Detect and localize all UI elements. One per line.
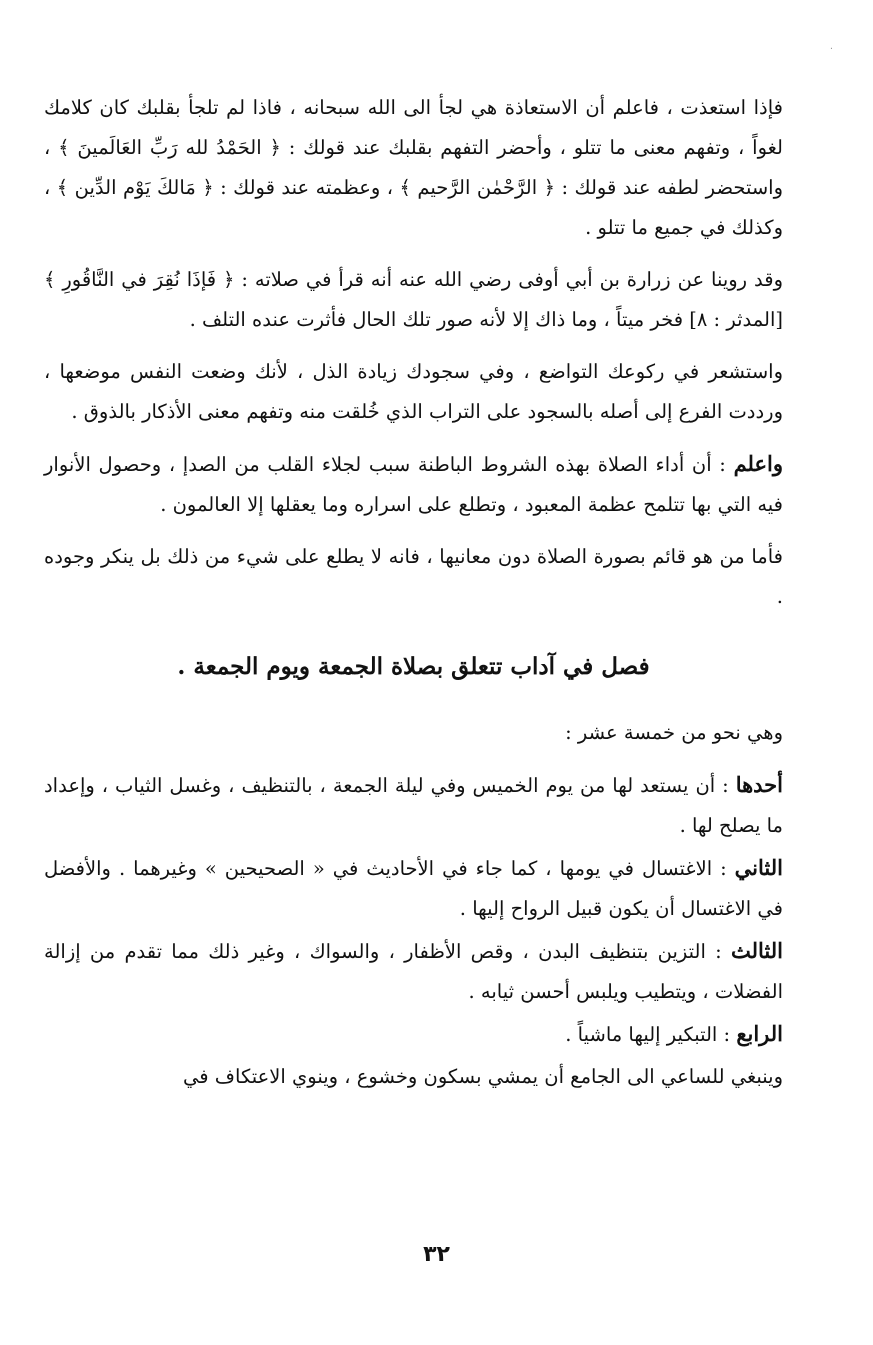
paragraph	[44, 352, 783, 432]
paragraph-text: وقد روينا عن زرارة بن أبي أوفى رضي الله عنه أنه قرأ في صلاته : ﴿ فَإذَا نُقِرَ في النَّاقُورِ ﴾ [المدثر : ٨] فخر ميتاً ، وما ذاك إلا لأنه صور تلك الحال فأثرت عنده التلف .	[44, 268, 783, 331]
paragraph	[44, 765, 783, 846]
paragraph	[44, 88, 783, 248]
paragraph-text: فإذا استعذت ، فاعلم أن الاستعاذة هي لجأ الى الله سبحانه ، فاذا لم تلجأ بقلبك كان كلامك لغواً ، وتفهم معنى ما تتلو ، وأحضر التفهم بقلبك عند قولك : ﴿ الحَمْدُ لله رَبِّ العَالَمينَ ﴾ ، واستحضر لطفه عند قولك : ﴿ الرَّحْمٰن الرَّحيم ﴾ ، وعظمته عند قولك : ﴿ مَالكَ يَوْم الدِّين ﴾ ، وكذلك في جميع ما تتلو .	[44, 96, 783, 239]
page-number: ٣٢	[423, 1242, 450, 1267]
section-paragraphs	[44, 713, 783, 1097]
paragraph-text: : أن يستعد لها من يوم الخميس وفي ليلة الجمعة ، بالتنظيف ، وغسل الثياب ، وإعداد ما يصلح لها .	[44, 774, 783, 837]
paragraph-text: فأما من هو قائم بصورة الصلاة دون معانيها ، فانه لا يطلع على شيء من ذلك بل ينكر وجوده .	[44, 545, 783, 608]
paragraph-lead: واعلم	[733, 451, 783, 476]
paragraph	[44, 931, 783, 1012]
paragraph	[44, 1014, 783, 1055]
page-body	[44, 88, 783, 1305]
paragraph-lead: أحدها	[735, 772, 783, 797]
paragraph	[44, 1057, 783, 1097]
paragraph	[44, 260, 783, 340]
paragraph	[44, 713, 783, 753]
main-paragraphs	[44, 88, 783, 617]
section-heading: فصل في آداب تتعلق بصلاة الجمعة ويوم الجمعة .	[177, 653, 650, 680]
paragraph	[44, 537, 783, 617]
paragraph-text: : التزين بتنظيف البدن ، وقص الأظفار ، والسواك ، وغير ذلك مما تقدم من إزالة الفضلات ، ويتطيب ويلبس أحسن ثيابه .	[44, 940, 783, 1003]
paragraph-text: : أن أداء الصلاة بهذه الشروط الباطنة سبب لجلاء القلب من الصدإ ، وحصول الأنوار فيه التي بها تتلمح عظمة المعبود ، وتطلع على اسراره وما يعقلها إلا العالمون .	[44, 453, 783, 516]
paragraph-text: وهي نحو من خمسة عشر :	[565, 721, 783, 744]
paragraph-text: واستشعر في ركوعك التواضع ، وفي سجودك زيادة الذل ، لأنك وضعت النفس موضعها ، ورددت الفرع إلى أصله بالسجود على التراب الذي خُلقت منه وتفهم معنى الأذكار بالذوق .	[44, 360, 783, 423]
speck-mark: ·	[829, 44, 833, 55]
paragraph	[44, 848, 783, 929]
paragraph-text: : الاغتسال في يومها ، كما جاء في الأحاديث في « الصحيحين » وغيرهما . والأفضل في الاغتسال أن يكون قبيل الرواح إليها .	[44, 857, 783, 920]
paragraph-lead: الثاني	[734, 855, 783, 880]
paragraph-lead: الثالث	[731, 938, 783, 963]
paragraph	[44, 444, 783, 525]
paragraph-lead: الرابع	[736, 1021, 783, 1046]
paragraph-text: وينبغي للساعي الى الجامع أن يمشي بسكون وخشوع ، وينوي الاعتكاف في	[183, 1065, 783, 1088]
paragraph-text: : التبكير إليها ماشياً .	[565, 1023, 737, 1046]
